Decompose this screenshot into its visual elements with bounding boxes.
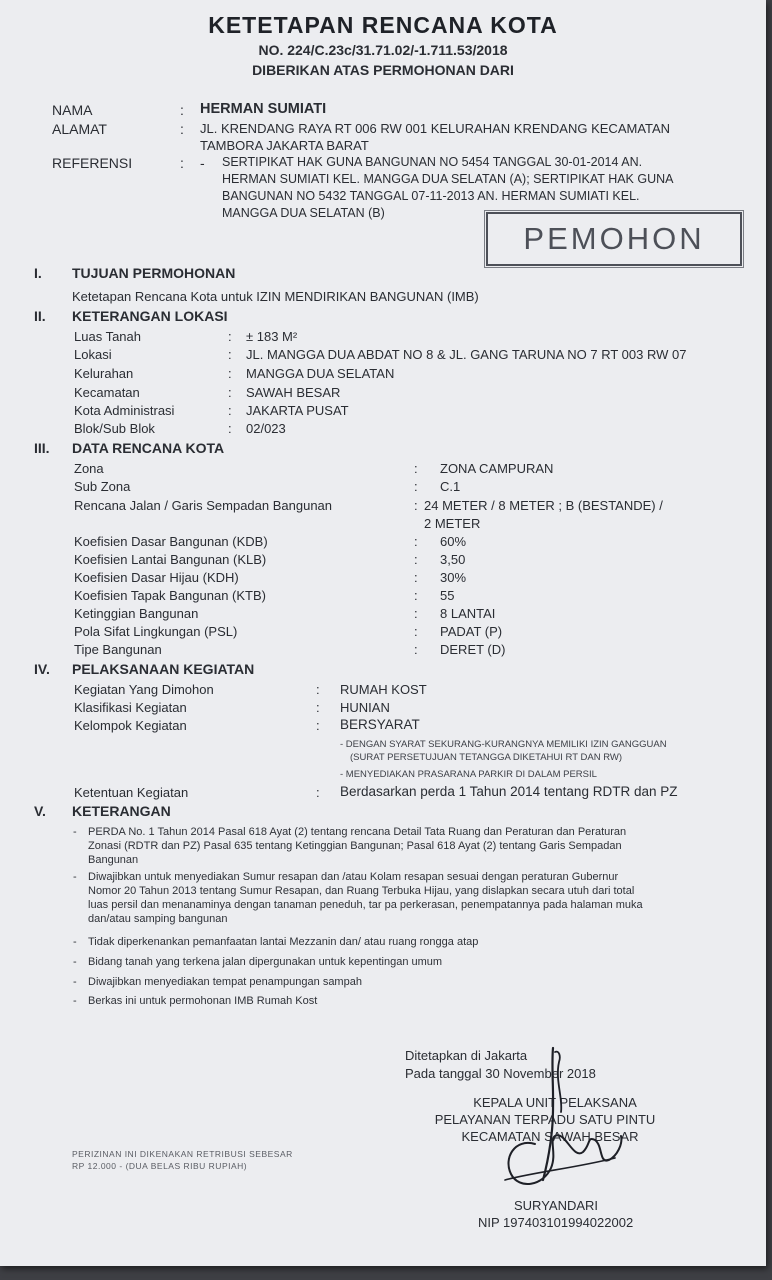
alamat-line-1: JL. KRENDANG RAYA RT 006 RW 001 KELURAHAN KRENDANG KECAMATAN: [200, 121, 671, 136]
section-1-text: Ketetapan Rencana Kota untuk IZIN MENDIRIKAN BANGUNAN (IMB): [72, 289, 479, 304]
rencana-label: Sub Zona: [74, 479, 131, 494]
lokasi-colon: :: [228, 347, 232, 362]
section-2-title: KETERANGAN LOKASI: [72, 308, 228, 324]
rencana-colon: :: [414, 588, 418, 603]
condition-line: - DENGAN SYARAT SEKURANG-KURANGNYA MEMILIKI IZIN GANGGUAN: [340, 739, 667, 750]
rencana-colon: :: [414, 570, 418, 585]
office-line: KECAMATAN SAWAH BESAR: [461, 1129, 639, 1144]
rencana-colon: :: [414, 642, 418, 657]
rencana-label: Koefisien Lantai Bangunan (KLB): [74, 552, 267, 567]
signer-name: SURYANDARI: [514, 1198, 599, 1213]
nama-value: HERMAN SUMIATI: [200, 101, 327, 117]
lokasi-label: Blok/Sub Blok: [74, 421, 155, 436]
section-3-number: III.: [34, 440, 50, 456]
rencana-label: Pola Sifat Lingkungan (PSL): [74, 624, 238, 639]
nama-colon: :: [180, 102, 184, 118]
referensi-line: BANGUNAN NO 5432 TANGGAL 07-11-2013 AN. HERMAN SUMIATI KEL.: [222, 189, 640, 203]
keterangan-line: Nomor 20 Tahun 2013 tentang Sumur Resapan, dan Ruang Terbuka Hijau, yang dislapkan secara utuh dari total: [88, 885, 635, 897]
lokasi-colon: :: [228, 366, 232, 381]
lokasi-value: JL. MANGGA DUA ABDAT NO 8 & JL. GANG TARUNA NO 7 RT 003 RW 07: [246, 347, 687, 362]
section-3-title: DATA RENCANA KOTA: [72, 440, 225, 456]
lokasi-colon: :: [228, 403, 232, 418]
bullet: -: [73, 936, 77, 948]
lokasi-colon: :: [228, 421, 232, 436]
section-2-number: II.: [34, 308, 46, 324]
pemohon-stamp: PEMOHON: [486, 212, 742, 266]
document-title: KETETAPAN RENCANA KOTA: [208, 12, 558, 38]
section-5-title: KETERANGAN: [72, 803, 171, 819]
zona-value: ZONA CAMPURAN: [440, 461, 554, 476]
referensi-line: MANGGA DUA SELATAN (B): [222, 206, 385, 220]
lokasi-colon: :: [228, 385, 232, 400]
section-4-number: IV.: [34, 661, 50, 677]
referensi-line: HERMAN SUMIATI KEL. MANGGA DUA SELATAN (A); SERTIPIKAT HAK GUNA: [222, 172, 674, 186]
bullet: -: [73, 995, 77, 1007]
sub-zona-value: C.1: [440, 479, 461, 494]
keterangan-line: luas persil dan menanaminya dengan tanaman peneduh, tar pa perkerasan, penempatannya pada halaman muka: [88, 899, 643, 911]
section-4-title: PELAKSANAAN KEGIATAN: [72, 661, 255, 677]
lokasi-label: Kota Administrasi: [74, 403, 175, 418]
ketentuan-label: Ketentuan Kegiatan: [74, 785, 189, 800]
kecamatan-value: SAWAH BESAR: [246, 385, 341, 400]
document-number: NO. 224/C.23c/31.71.02/-1.711.53/2018: [258, 42, 508, 58]
rencana-label: Ketinggian Bangunan: [74, 606, 199, 621]
rencana-colon: :: [414, 624, 418, 639]
place-of-issue: Ditetapkan di Jakarta: [405, 1048, 528, 1063]
keterangan-line: Tidak diperkenankan pemanfaatan lantai Mezzanin dan/ atau ruang rongga atap: [88, 936, 479, 948]
klb-value: 3,50: [440, 552, 466, 567]
referensi-line: SERTIPIKAT HAK GUNA BANGUNAN NO 5454 TANGGAL 30-01-2014 AN.: [222, 155, 643, 169]
issue-date: Pada tanggal 30 November 2018: [405, 1066, 596, 1081]
ketinggian-value: 8 LANTAI: [440, 606, 496, 621]
garis-sempadan-value: 24 METER / 8 METER ; B (BESTANDE) /: [424, 498, 663, 513]
rencana-label: Koefisien Dasar Hijau (KDH): [74, 570, 239, 585]
rencana-colon: :: [414, 461, 418, 476]
psl-value: PADAT (P): [440, 624, 503, 639]
bullet: -: [73, 976, 77, 988]
keterangan-line: Bangunan: [88, 854, 139, 866]
alamat-colon: :: [180, 121, 184, 137]
ketentuan-colon: :: [316, 785, 320, 800]
ketentuan-value: Berdasarkan perda 1 Tahun 2014 tentang RDTR dan PZ: [340, 784, 678, 799]
rencana-colon: :: [414, 479, 418, 494]
office-line: PELAYANAN TERPADU SATU PINTU: [434, 1112, 656, 1127]
kdh-value: 30%: [440, 570, 467, 585]
rencana-colon: :: [414, 552, 418, 567]
luas-tanah-value: ± 183 M²: [246, 329, 298, 344]
kegiatan-value: RUMAH KOST: [340, 682, 427, 697]
nama-label: NAMA: [52, 102, 93, 118]
kegiatan-colon: :: [316, 718, 320, 733]
bullet: -: [73, 956, 77, 968]
referensi-dash: -: [200, 155, 205, 171]
condition-line: - MENYEDIAKAN PRASARANA PARKIR DI DALAM PERSIL: [340, 769, 597, 780]
lokasi-label: Kecamatan: [74, 385, 140, 400]
ktb-value: 55: [440, 588, 455, 603]
tipe-value: DERET (D): [440, 642, 506, 657]
kegiatan-label: Kegiatan Yang Dimohon: [74, 682, 214, 697]
bullet: -: [73, 826, 77, 838]
rencana-label: Koefisien Dasar Bangunan (KDB): [74, 534, 268, 549]
rencana-label: Zona: [74, 461, 104, 476]
alamat-line-2: TAMBORA JAKARTA BARAT: [200, 138, 369, 153]
kegiatan-label: Kelompok Kegiatan: [74, 718, 187, 733]
keterangan-line: Zonasi (RDTR dan PZ) Pasal 635 tentang Ketinggian Bangunan; Pasal 618 Ayat (2) tentang Garis Sempadan: [88, 840, 622, 852]
kelurahan-value: MANGGA DUA SELATAN: [246, 366, 395, 381]
keterangan-line: Berkas ini untuk permohonan IMB Rumah Kost: [88, 995, 318, 1007]
office-line: KEPALA UNIT PELAKSANA: [473, 1095, 637, 1110]
section-1-number: I.: [34, 265, 42, 281]
kegiatan-colon: :: [316, 682, 320, 697]
referensi-colon: :: [180, 155, 184, 171]
bullet: -: [73, 871, 77, 883]
kelompok-value: BERSYARAT: [340, 717, 420, 732]
handwritten-signature: [495, 1040, 630, 1200]
keterangan-line: Diwajibkan untuk menyediakan Sumur resapan dan /atau Kolam resapan sesuai dengan peraturan Gubernur: [88, 871, 619, 883]
kegiatan-label: Klasifikasi Kegiatan: [74, 700, 187, 715]
garis-sempadan-value-2: 2 METER: [424, 516, 481, 531]
rencana-label: Koefisien Tapak Bangunan (KTB): [74, 588, 266, 603]
retribusi-note: PERIZINAN INI DIKENAKAN RETRIBUSI SEBESAR: [72, 1149, 293, 1159]
rencana-colon: :: [414, 534, 418, 549]
rencana-label: Rencana Jalan / Garis Sempadan Bangunan: [74, 498, 333, 513]
rencana-label: Tipe Bangunan: [74, 642, 162, 657]
alamat-label: ALAMAT: [52, 121, 107, 137]
lokasi-label: Kelurahan: [74, 366, 134, 381]
keterangan-line: Diwajibkan menyediakan tempat penampungan sampah: [88, 976, 362, 988]
document-subtitle: DIBERIKAN ATAS PERMOHONAN DARI: [252, 62, 514, 78]
signer-nip: NIP 197403101994022002: [478, 1215, 634, 1230]
lokasi-label: Lokasi: [74, 347, 112, 362]
kegiatan-colon: :: [316, 700, 320, 715]
keterangan-line: PERDA No. 1 Tahun 2014 Pasal 618 Ayat (2) tentang rencana Detail Tata Ruang dan Peraturan dan Peraturan: [88, 826, 627, 838]
referensi-label: REFERENSI: [52, 155, 133, 171]
keterangan-line: dan/atau samping bangunan: [88, 913, 228, 925]
condition-line: (SURAT PERSETUJUAN TETANGGA DIKETAHUI RT DAN RW): [350, 752, 623, 763]
rencana-colon: :: [414, 498, 418, 513]
lokasi-label: Luas Tanah: [74, 329, 141, 344]
rencana-colon: :: [414, 606, 418, 621]
lokasi-colon: :: [228, 329, 232, 344]
kota-value: JAKARTA PUSAT: [246, 403, 349, 418]
section-5-number: V.: [34, 803, 46, 819]
keterangan-line: Bidang tanah yang terkena jalan dipergunakan untuk kepentingan umum: [88, 956, 443, 968]
retribusi-note: RP 12.000 - (DUA BELAS RIBU RUPIAH): [72, 1161, 248, 1171]
section-1-title: TUJUAN PERMOHONAN: [72, 265, 236, 281]
klasifikasi-value: HUNIAN: [340, 700, 390, 715]
kdb-value: 60%: [440, 534, 467, 549]
blok-value: 02/023: [246, 421, 286, 436]
